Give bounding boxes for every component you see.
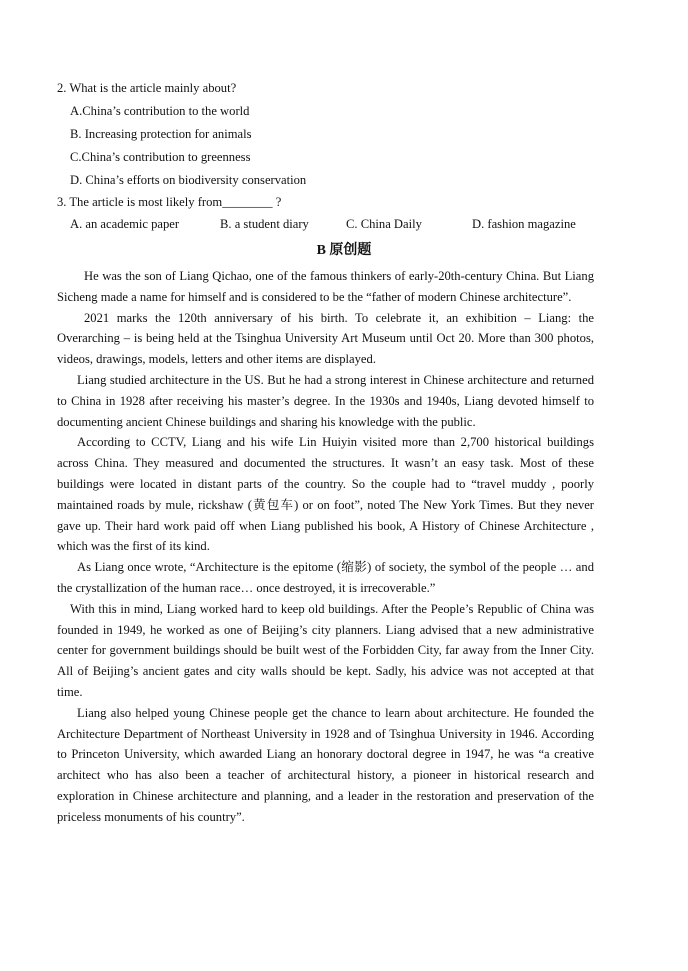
article-paragraph-4: According to CCTV, Liang and his wife Lin Huiyin visited more than 2,700 historical buildings across China. They measured and documented the structures. It wasn’t an easy task. Most of these buildings were located in distant parts of the country. So the couple had to “travel muddy , poorly maintained roads by mule, rickshaw (黄包车) or on foot”, noted The New York Times. But they never gave up. Their hard work paid off when Liang published his book, A History of Chinese Architecture , which was the first of its kind. xyxy=(57,435,594,554)
question-3-option-b: B. a student diary xyxy=(220,217,309,231)
question-3-option-d: D. fashion magazine xyxy=(472,217,576,231)
article-paragraph-1: He was the son of Liang Qichao, one of the famous thinkers of early-20th-century China. But Liang Sicheng made a name for himself and is considered to be the “father of modern Chinese architecture”. xyxy=(57,269,594,304)
article-paragraph-6: With this in mind, Liang worked hard to keep old buildings. After the People’s Republic of China was founded in 1949, he worked as one of Beijing’s city planners. Liang advised that a new administrative center for government buildings should be built west of the Forbidden City, far away from the Inner City. All of Beijing’s ancient gates and city walls should be kept. Sadly, his advice was not accepted at that time. xyxy=(57,601,594,699)
article-paragraph-2: 2021 marks the 120th anniversary of his birth. To celebrate it, an exhibition – Liang: the Overarching – is being held at the Tsinghua University Art Museum until Oct 20. More than 300 photos, videos, drawings, models, letters and other items are displayed. xyxy=(57,310,594,367)
question-2-option-a: A.China’s contribution to the world xyxy=(70,104,250,118)
question-2-option-c: C.China’s contribution to greenness xyxy=(70,150,251,164)
question-3-option-c: C. China Daily xyxy=(346,217,422,231)
article-paragraph-3: Liang studied architecture in the US. But he had a strong interest in Chinese architecture and returned to China in 1928 after receiving his master’s degree. In the 1930s and 1940s, Liang devoted himself to documenting ancient Chinese buildings and sharing his knowledge with the public. xyxy=(57,372,594,429)
question-2-option-b: B. Increasing protection for animals xyxy=(70,127,252,141)
article-paragraph-5: As Liang once wrote, “Architecture is the epitome (缩影) of society, the symbol of the people … and the crystallization of the human race… once destroyed, it is irrecoverable.” xyxy=(57,560,594,595)
question-3-option-a: A. an academic paper xyxy=(70,217,180,231)
question-3-stem: 3. The article is most likely from________ ? xyxy=(57,195,282,209)
question-2-stem: 2. What is the article mainly about? xyxy=(57,81,237,95)
question-2-option-d: D. China’s efforts on biodiversity conservation xyxy=(70,173,307,187)
section-title: B 原创题 xyxy=(316,243,372,258)
question-3-options xyxy=(70,217,600,232)
article-paragraph-7: Liang also helped young Chinese people get the chance to learn about architecture. He founded the Architecture Department of Northeast University in 1928 and of Tsinghua University in 1946. According to Princeton University, which awarded Liang an honorary doctoral degree in 1947, he was “a creative architect who has also been a teacher of architectural history, a pioneer in historical research and exploration in Chinese architecture and planning, and a leader in the restoration and preservation of the priceless monuments of his country”. xyxy=(57,705,594,824)
article-body xyxy=(57,266,594,828)
